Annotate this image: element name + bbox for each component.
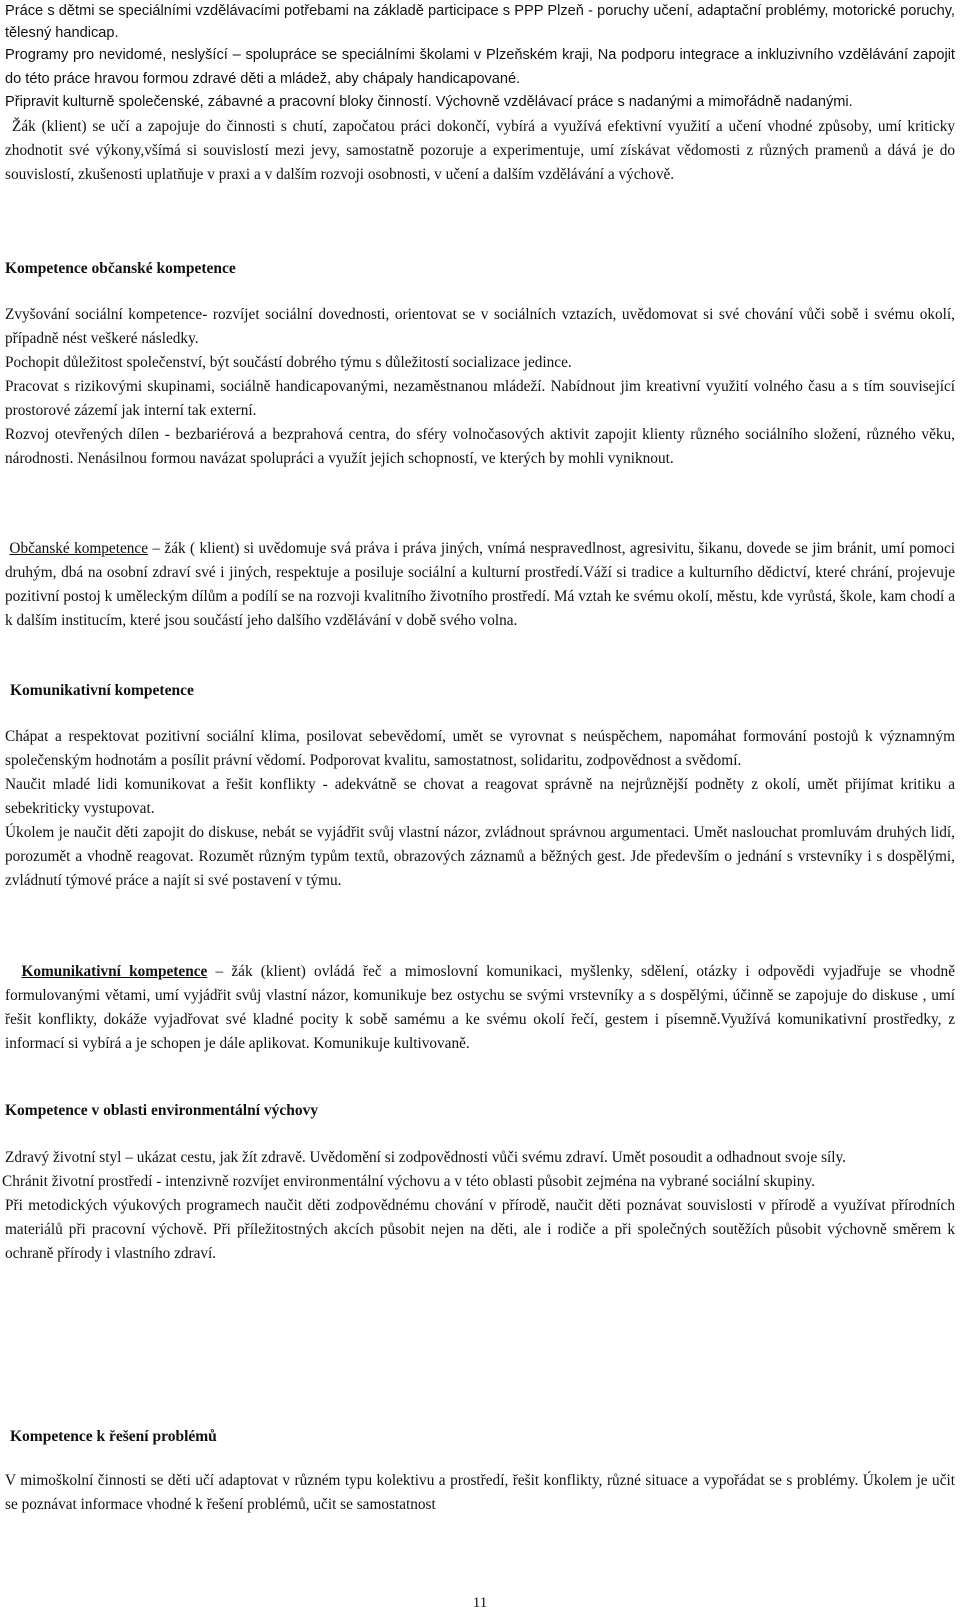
- civic-section: [5, 303, 955, 471]
- civic-paragraph: Pracovat s rizikovými skupinami, sociálně handicapovanými, nezaměstnanou mládeží. Nabídnout jim kreativní využití volného času a s tím související prostorové zázemí jak interní tak externí.: [5, 378, 955, 419]
- section-heading-civic: Kompetence občanské kompetence: [5, 260, 236, 277]
- environment-paragraph: Při metodických výukových programech naučit děti zodpovědnému chování v přírodě, naučit děti poznávat souvislosti v přírodě a využívat přírodních materiálů při pracovní výchově. Při příležitostných akcích působit nejen na děti, ale i rodiče a při společných soutěžích působit výchovně směrem k ochraně přírody i vlastního zdraví.: [5, 1197, 955, 1262]
- civic-definition-text: – žák ( klient) si uvědomuje svá práva i práva jiných, vnímá nespravedlnost, agresivitu, šikanu, dovede se jim bránit, umí pomoci druhým, dbá na osobní zdraví své i jiných, respektuje a posiluje sociální a kulturní prostředí.Váží si tradice a kulturního dědictví, které chrání, projevuje pozitivní postoj k uměleckým dílům a podílí se na rozvoji kvalitního životního prostředí. Má vztah ke svému okolí, městu, kde vyrůstá, škole, kam chodí a k dalším institucím, které jsou součástí jeho dalšího vzdělávání v době svého volna.: [5, 540, 955, 629]
- intro-paragraph: Žák (klient) se učí a zapojuje do činnosti s chutí, započatou práci dokončí, vybírá a využívá efektivní využití a učení vhodné způsoby, umí kriticky zhodnotit své výkony,všímá si souvislostí mezi jevy, samostatně pozoruje a experimentuje, umí získávat vědomosti z různých pramenů a dává je do souvislostí, zkušenosti uplatňuje v praxi a v dalším rozvoji osobnosti, v učení a dalším vzdělávání a výchově.: [5, 117, 955, 184]
- civic-definition: [5, 537, 955, 633]
- civic-definition-term: Občanské kompetence: [9, 540, 148, 557]
- communication-section: [5, 725, 955, 893]
- page-number: 11: [472, 1595, 488, 1611]
- environment-section: [2, 1146, 955, 1266]
- intro-section: [5, 0, 955, 187]
- communication-definition-text: – žák (klient) ovládá řeč a mimoslovní komunikaci, myšlenky, sdělení, otázky i odpovědi vyjadřuje se vhodně formulovanými větami, umí vyjádřit svůj vlastní názor, komunikuje bez ostychu se svými vrstevníky a s dospělými, účinně se zapojuje do diskuse , umí řešit konflikty, dokáže vyjadřovat své kladné pocity k sobě samému a ke svému okolí řečí, gestem i písemně.Využívá komunikativní prostředky, z informací si vybírá a je schopen je dále aplikovat. Komunikuje kultivovaně.: [5, 963, 955, 1052]
- section-heading-communication: Komunikativní kompetence: [10, 682, 194, 699]
- communication-definition: [5, 960, 955, 1056]
- intro-paragraph: Připravit kulturně společenské, zábavné a pracovní bloky činností. Výchovně vzdělávací práce s nadanými a mimořádně nadanými.: [5, 94, 853, 110]
- problems-paragraph: V mimoškolní činnosti se děti učí adaptovat v různém typu kolektivu a prostředí, řešit konflikty, různé situace a vypořádat se s problémy. Úkolem je učit se poznávat informace vhodné k řešení problémů, učit se samostatnost: [5, 1472, 955, 1513]
- environment-paragraph: Zdravý životní styl – ukázat cestu, jak žít zdravě. Uvědomění si zodpovědnosti vůči svému zdraví. Umět posoudit a odhadnout svoje síly.: [5, 1149, 846, 1166]
- section-heading-environment: Kompetence v oblasti environmentální výchovy: [5, 1102, 319, 1119]
- intro-paragraph: Práce s dětmi se speciálními vzdělávacími potřebami na základě participace s PPP Plzeň - poruchy učení, adaptační problémy, motorické poruchy, tělesný handicap.: [5, 3, 955, 41]
- problems-section: [5, 1469, 955, 1517]
- civic-paragraph: Rozvoj otevřených dílen - bezbariérová a bezprahová centra, do sféry volnočasových aktivit zapojit klienty různého sociálního složení, různého věku, národnosti. Nenásilnou formou navázat spolupráci a využít jejich schopností, ve kterých by mohli vyniknout.: [5, 426, 955, 467]
- communication-paragraph: Chápat a respektovat pozitivní sociální klima, posilovat sebevědomí, umět se vyrovnat s neúspěchem, napomáhat formování postojů k významným společenským hodnotám a posílit právní vědomí. Podporovat kvalitu, samostatnost, solidaritu, zodpovědnost a svědomí.: [5, 728, 955, 769]
- communication-paragraph: Naučit mladé lidi komunikovat a řešit konflikty - adekvátně se chovat a reagovat správně na nejrůznější podněty z okolí, umět přijímat kritiku a sebekriticky vystupovat.: [5, 776, 955, 817]
- civic-paragraph: Pochopit důležitost společenství, být součástí dobrého týmu s důležitostí socializace jedince.: [5, 354, 572, 371]
- section-heading-problems: Kompetence k řešení problémů: [10, 1428, 217, 1445]
- intro-paragraph: Programy pro nevidomé, neslyšící – spolupráce se speciálními školami v Plzeňském kraji, Na podporu integrace a inkluzivního vzdělávání zapojit do této práce hravou formou zdravé děti a mládež, aby chápaly handicapované.: [5, 47, 955, 87]
- communication-paragraph: Úkolem je naučit děti zapojit do diskuse, nebát se vyjádřit svůj vlastní názor, zvládnout správnou argumentaci. Umět naslouchat promluvám druhých lidí, porozumět a vhodně reagovat. Rozumět různým typům textů, obrazových záznamů a běžných gest. Jde především o jednání s vrstevníky i s dospělými, zvládnutí týmové práce a najít si své postavení v týmu.: [5, 824, 955, 889]
- communication-definition-term: Komunikativní kompetence: [21, 963, 208, 980]
- civic-paragraph: Zvyšování sociální kompetence- rozvíjet sociální dovednosti, orientovat se v sociálních vztazích, uvědomovat si své chování vůči sobě i svému okolí, případně nést veškeré následky.: [5, 306, 955, 347]
- environment-paragraph: Chránit životní prostředí - intenzivně rozvíjet environmentální výchovu a v této oblasti působit zejména na vybrané sociální skupiny.: [2, 1173, 815, 1190]
